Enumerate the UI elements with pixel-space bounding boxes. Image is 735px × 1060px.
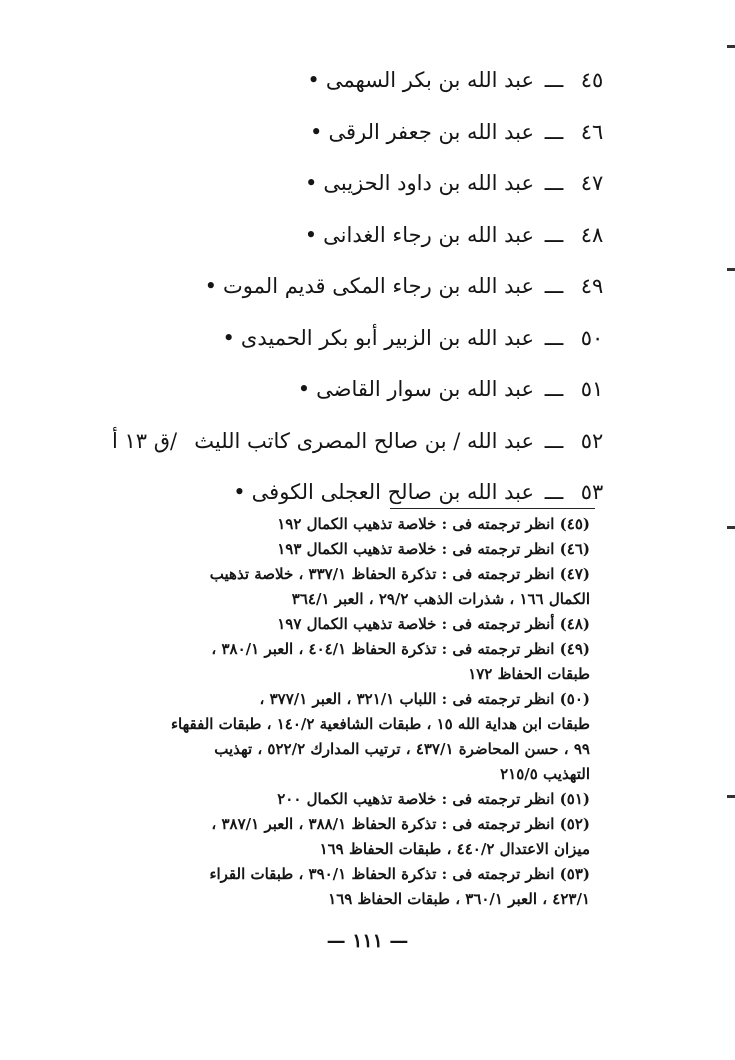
entry-name: عبد الله بن صالح العجلى الكوفى bbox=[251, 480, 534, 504]
entry-dash: ـــ bbox=[544, 480, 564, 504]
entry-name: عبد الله بن الزبير أبو بكر الحميدى bbox=[240, 325, 534, 350]
footnote-51 bbox=[150, 787, 590, 812]
margin-mark bbox=[727, 45, 735, 48]
entry-46 bbox=[100, 112, 610, 164]
footnote-line: ميزان الاعتدال ٤٤٠/٢ ، طبقات الحفاظ ١٦٩ bbox=[319, 840, 590, 858]
footnote-line: الكمال ١٦٦ ، شذرات الذهب ٢٩/٢ ، العبر ٣٦٤/١ bbox=[291, 590, 590, 608]
entry-number: ٥٣ bbox=[580, 480, 604, 504]
entry-48 bbox=[100, 215, 610, 267]
entry-51 bbox=[100, 369, 610, 421]
entry-50 bbox=[100, 318, 610, 370]
footnote-line: طبقات الحفاظ ١٧٢ bbox=[468, 665, 590, 683]
entry-47 bbox=[100, 163, 610, 215]
entry-number: ٤٥ bbox=[580, 68, 604, 92]
footnote-49 bbox=[150, 637, 590, 687]
footnote-line: (٥٠) انظر ترجمته فى : اللباب ٣٢١/١ ، العبر ٣٧٧/١ ، bbox=[259, 690, 590, 708]
footnotes bbox=[150, 512, 590, 912]
footnote-50 bbox=[150, 687, 590, 787]
entry-45 bbox=[100, 60, 610, 112]
entry-name: عبد الله بن جعفر الرقى bbox=[328, 119, 534, 144]
entry-dash: ـــ bbox=[544, 222, 564, 247]
entry-number: ٥٢ bbox=[580, 428, 604, 453]
entry-name: عبد الله بن بكر السهمى bbox=[325, 68, 534, 92]
entry-number: ٥٠ bbox=[580, 325, 604, 350]
footnote-line: (٤٧) انظر ترجمته فى : تذكرة الحفاظ ٣٣٧/١ ، خلاصة تذهيب bbox=[209, 565, 590, 583]
footnote-53 bbox=[150, 862, 590, 912]
footnote-47 bbox=[150, 562, 590, 612]
footnote-line: (٤٩) انظر ترجمته فى : تذكرة الحفاظ ٤٠٤/١ ، العبر ٣٨٠/١ ، bbox=[211, 640, 590, 658]
entry-dash: ـــ bbox=[544, 274, 564, 298]
footnote-46 bbox=[150, 537, 590, 562]
entry-number: ٥١ bbox=[580, 377, 604, 401]
entry-list bbox=[100, 60, 610, 524]
footnote-52 bbox=[150, 812, 590, 862]
entry-dash: ـــ bbox=[544, 119, 564, 144]
entry-49 bbox=[100, 266, 610, 318]
entry-name: عبد الله بن رجاء الغدانى bbox=[323, 222, 534, 247]
entry-bullet: • bbox=[305, 171, 318, 195]
footnote-line: (٤٨) أنظر ترجمته فى : خلاصة تذهيب الكمال ١٩٧ bbox=[277, 615, 590, 633]
entry-number: ٤٦ bbox=[580, 119, 604, 144]
entry-name: عبد الله بن رجاء المكى قديم الموت bbox=[223, 274, 534, 298]
margin-mark bbox=[727, 268, 735, 271]
entry-52 bbox=[100, 421, 610, 473]
footnote-line: التهذيب ٢١٥/٥ bbox=[500, 765, 590, 783]
entry-number: ٤٩ bbox=[580, 274, 604, 298]
folio-marker: /ق ١٣ أ bbox=[112, 428, 178, 453]
entry-bullet: • bbox=[297, 377, 311, 401]
entry-number: ٤٨ bbox=[580, 222, 604, 247]
footnote-line: (٥٣) انظر ترجمته فى : تذكرة الحفاظ ٣٩٠/١ ، طبقات القراء bbox=[209, 865, 590, 883]
footnote-line: (٥٢) انظر ترجمته فى : تذكرة الحفاظ ٣٨٨/١ ، العبر ٣٨٧/١ ، bbox=[211, 815, 590, 833]
footnote-line: ٤٢٣/١ ، العبر ٣٦٠/١ ، طبقات الحفاظ ١٦٩ bbox=[328, 890, 590, 908]
footnote-line: (٤٥) انظر ترجمته فى : خلاصة تذهيب الكمال ١٩٢ bbox=[277, 515, 590, 533]
footnote-line: (٥١) انظر ترجمته فى : خلاصة تذهيب الكمال ٢٠٠ bbox=[277, 790, 590, 808]
entry-dash: ـــ bbox=[544, 428, 564, 453]
margin-mark bbox=[727, 526, 735, 529]
entry-dash: ـــ bbox=[544, 377, 564, 401]
entry-bullet: • bbox=[222, 325, 235, 350]
margin-mark bbox=[727, 795, 735, 798]
entry-name: عبد الله بن سوار القاضى bbox=[316, 377, 534, 401]
footnote-line: (٤٦) انظر ترجمته فى : خلاصة تذهيب الكمال ١٩٣ bbox=[277, 540, 590, 558]
entry-bullet: • bbox=[310, 119, 323, 144]
entry-bullet: • bbox=[307, 68, 320, 92]
entry-dash: ـــ bbox=[544, 325, 564, 350]
page-number: — ١١١ — bbox=[326, 930, 409, 952]
footnote-line: طبقات ابن هداية الله ١٥ ، طبقات الشافعية ١٤٠/٢ ، طبقات الفقهاء bbox=[171, 715, 590, 733]
entry-name: عبد الله / بن صالح المصرى كاتب الليث bbox=[194, 428, 534, 453]
footnote-45 bbox=[150, 512, 590, 537]
entry-number: ٤٧ bbox=[580, 171, 604, 195]
entry-dash: ـــ bbox=[544, 171, 564, 195]
footnote-48 bbox=[150, 612, 590, 637]
entry-bullet: • bbox=[304, 222, 318, 247]
entry-dash: ـــ bbox=[544, 68, 564, 92]
footnote-line: ٩٩ ، حسن المحاضرة ٤٣٧/١ ، ترتيب المدارك ٥٢٢/٢ ، تهذيب bbox=[214, 740, 590, 758]
entry-bullet: • bbox=[204, 274, 218, 298]
entry-name: عبد الله بن داود الحزيبى bbox=[323, 171, 534, 195]
footnote-divider bbox=[390, 508, 595, 509]
entry-bullet: • bbox=[233, 480, 246, 504]
